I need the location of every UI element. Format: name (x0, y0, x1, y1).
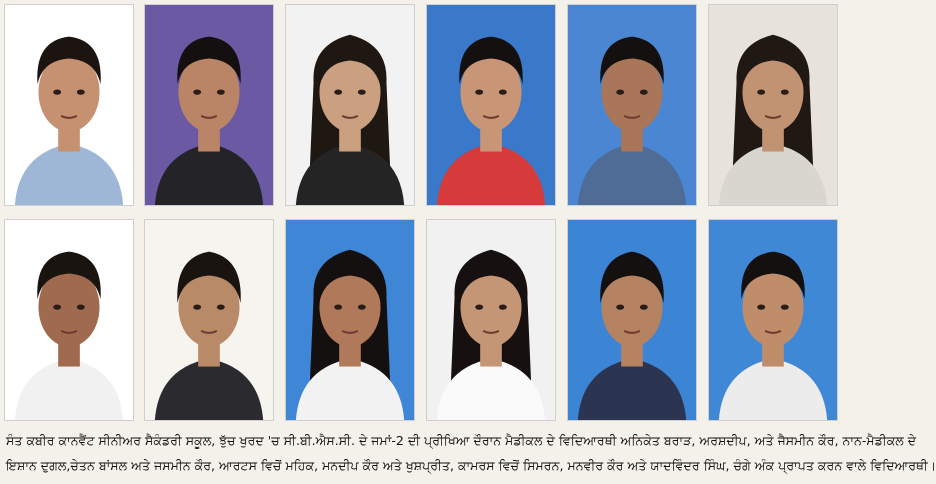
portrait-figure (427, 220, 555, 420)
portrait-figure (427, 5, 555, 205)
student-photo (708, 219, 838, 421)
student-photo-grid (4, 4, 841, 422)
portrait-figure (5, 5, 133, 205)
student-photo (567, 219, 697, 421)
portrait-figure (145, 220, 273, 420)
student-photo (4, 219, 134, 421)
article-caption (6, 428, 936, 480)
portrait-figure (286, 5, 414, 205)
student-photo (708, 4, 838, 206)
student-photo (4, 4, 134, 206)
student-photo (567, 4, 697, 206)
student-photo (285, 4, 415, 206)
student-photo (426, 219, 556, 421)
caption-line-2: ਇਸ਼ਾਨ ਦੁਗਲ,ਚੇਤਨ ਬਾਂਸਲ ਅਤੇ ਜਸਮੀਨ ਕੌਰ, ਆਰਟਸ ਵਿਚੋਂ ਮਹਿਕ, ਮਨਦੀਪ ਕੌਰ ਅਤੇ ਖੁਸ਼ਪ੍ਰੀਤ, ਕਾਮਰਸ ਵਿਚੋਂ ਸਿਮਰਨ, ਮਨਵੀਰ ਕੌਰ ਅਤੇ ਯਾਦਵਿੰਦਰ ਸਿੰਘ, ਚੰਗੇ ਅੰਕ ਪ੍ਰਾਪਤ ਕਰਨ ਵਾਲੇ ਵਿਦਿਆਰਥੀ। (6, 458, 936, 473)
portrait-figure (709, 220, 837, 420)
portrait-figure (145, 5, 273, 205)
student-photo (285, 219, 415, 421)
student-photo (144, 219, 274, 421)
portrait-figure (5, 220, 133, 420)
student-photo (426, 4, 556, 206)
student-photo (144, 4, 274, 206)
portrait-figure (709, 5, 837, 205)
caption-line-1: ਸੰਤ ਕਬੀਰ ਕਾਨਵੈਂਟ ਸੀਨੀਅਰ ਸੈਕੰਡਰੀ ਸਕੂਲ, ਝੁੱਚ ਖੁਰਦ 'ਚ ਸੀ.ਬੀ.ਐਸ.ਸੀ. ਦੇ ਜਮਾਂ-2 ਦੀ ਪ੍ਰੀਖਿਆ ਦੌਰਾਨ ਮੈਡੀਕਲ ਦੇ ਵਿਦਿਆਰਥੀ ਅਨਿਕੇਤ ਬਰਾੜ, ਅਰਸ਼ਦੀਪ, ਅਤੇ ਜੈਸਮੀਨ ਕੌਰ, ਨਾਨ-ਮੈਡੀਕਲ ਦੇ (6, 433, 917, 448)
portrait-figure (568, 5, 696, 205)
portrait-figure (568, 220, 696, 420)
portrait-figure (286, 220, 414, 420)
